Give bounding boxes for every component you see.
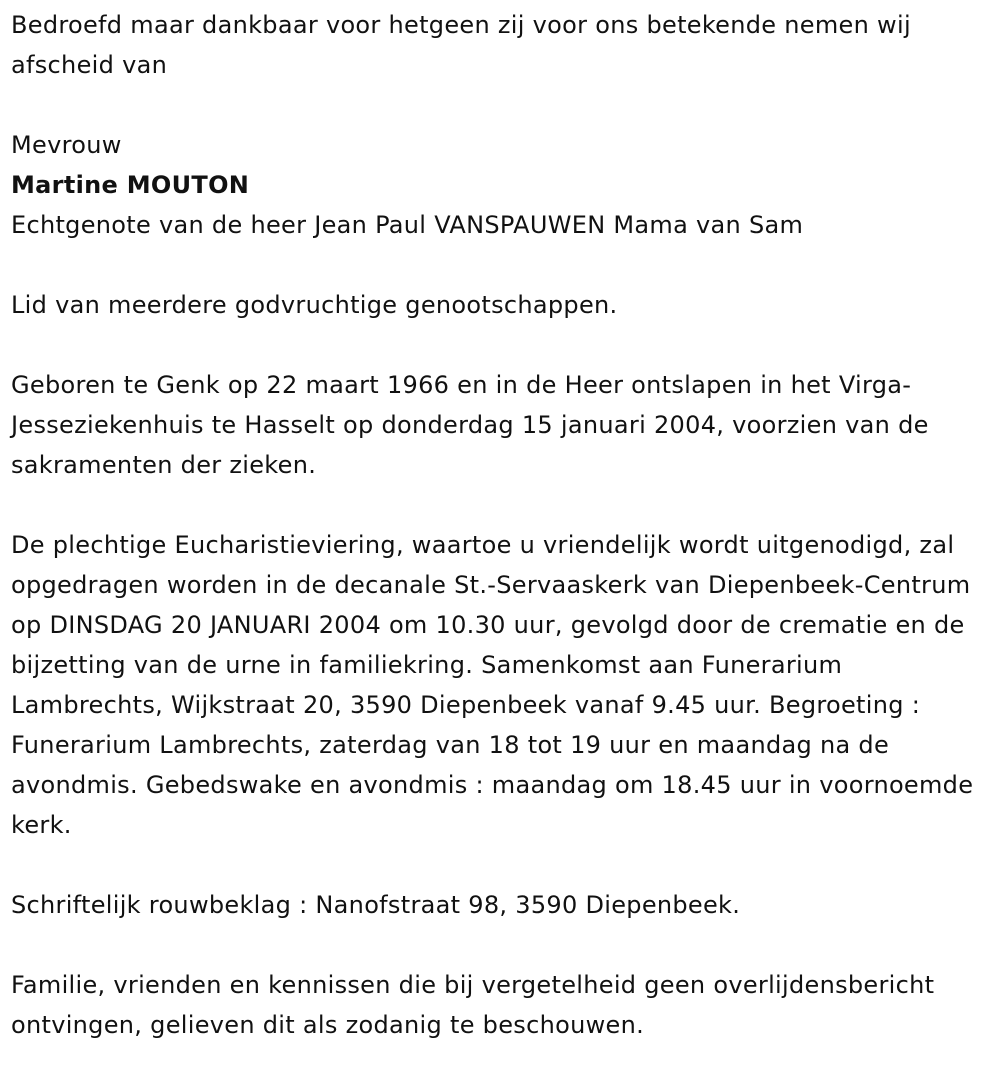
- obituary-document: [11, 5, 996, 1045]
- condolences-text: Schriftelijk rouwbeklag : Nanofstraat 98, 3590 Diepenbeek.: [11, 891, 741, 919]
- deceased-name: Martine MOUTON: [11, 171, 250, 199]
- birth-death-text: Geboren te Genk op 22 maart 1966 en in de Heer ontslapen in het Virga-Jesseziekenhuis te Hasselt op donderdag 15 januari 2004, voorzien van de sakramenten der zieken.: [11, 371, 929, 479]
- ceremony-text: De plechtige Eucharistieviering, waartoe u vriendelijk wordt uitgenodigd, zal opgedragen worden in de decanale St.-Servaaskerk van Diepenbeek-Centrum op DINSDAG 20 JANUARI 2004 om 10.30 uur, gevolgd door de crematie en de bijzetting van de urne in familiekring. Samenkomst aan Funerarium Lambrechts, Wijkstraat 20, 3590 Diepenbeek vanaf 9.45 uur. Begroeting : Funerarium Lambrechts, zaterdag van 18 tot 19 uur en maandag na de avondmis. Gebedswake en avondmis : maandag om 18.45 uur in voornoemde kerk.: [11, 531, 974, 839]
- intro-text: Bedroefd maar dankbaar voor hetgeen zij voor ons betekende nemen wij afscheid van: [11, 11, 911, 79]
- relation-text: Echtgenote van de heer Jean Paul VANSPAUWEN Mama van Sam: [11, 211, 804, 239]
- closing-text: Familie, vrienden en kennissen die bij vergetelheid geen overlijdensbericht ontvingen, gelieven dit als zodanig te beschouwen.: [11, 971, 935, 1039]
- salutation: Mevrouw: [11, 131, 122, 159]
- membership-text: Lid van meerdere godvruchtige genootschappen.: [11, 291, 618, 319]
